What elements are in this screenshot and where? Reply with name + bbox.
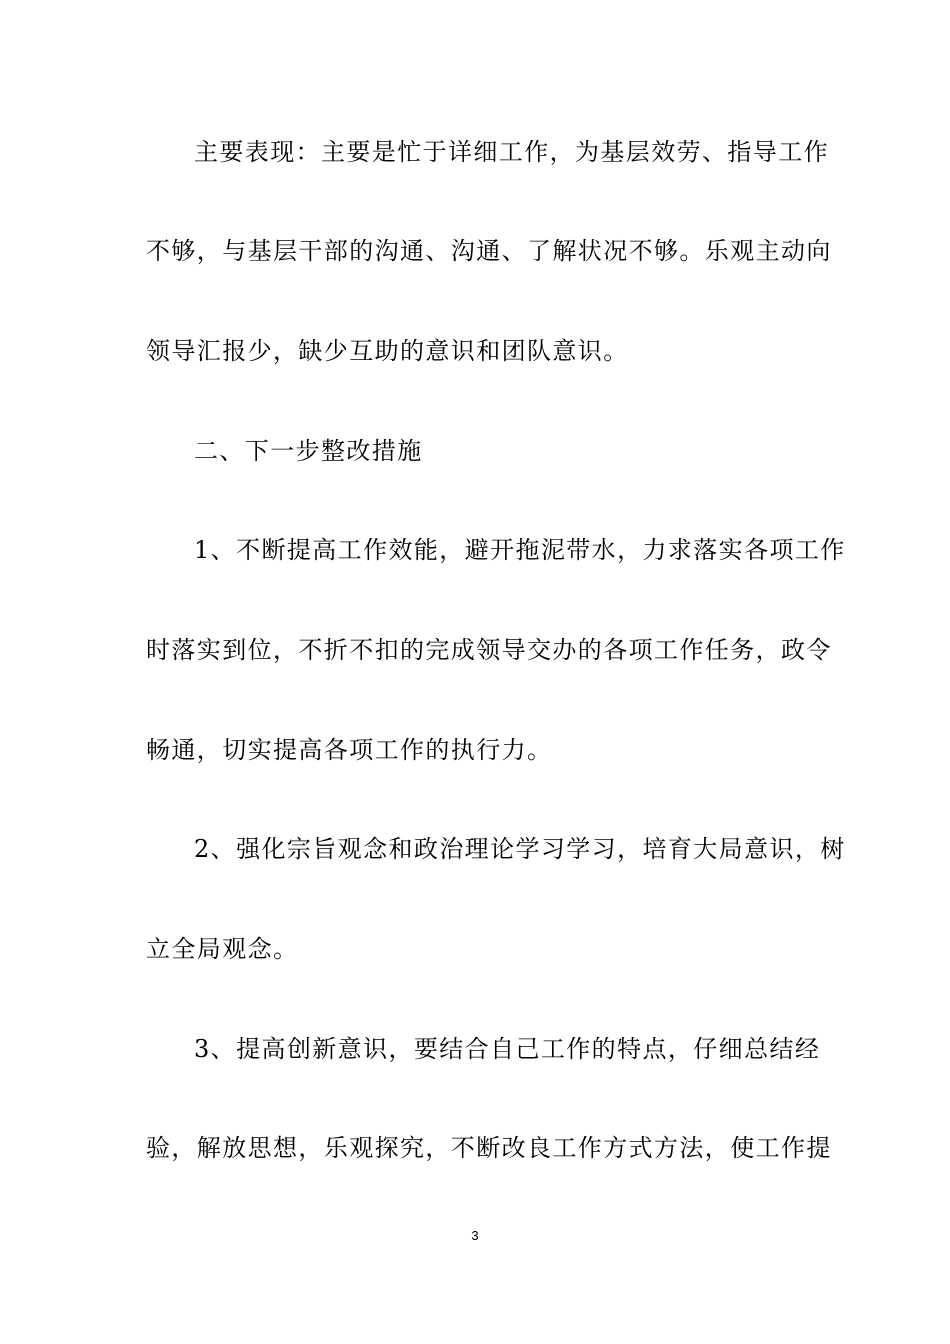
paragraph-line: 领导汇报少，缺少互助的意识和团队意识。: [146, 337, 629, 365]
paragraph-line: 立全局观念。: [146, 935, 299, 963]
paragraph-line: 验，解放思想，乐观探究，不断改良工作方式方法，使工作提: [146, 1134, 832, 1162]
paragraph-line: 畅通，切实提高各项工作的执行力。: [146, 736, 553, 764]
page-number: 3: [471, 1228, 479, 1243]
paragraph-line: 2、强化宗旨观念和政治理论学习学习，培育大局意识，树: [194, 835, 846, 863]
paragraph-line: 时落实到位，不折不扣的完成领导交办的各项工作任务，政令: [146, 636, 832, 664]
paragraph-line: 1、不断提高工作效能，避开拖泥带水，力求落实各项工作: [194, 536, 846, 564]
paragraph-line: 3、提高创新意识，要结合自己工作的特点，仔细总结经: [194, 1035, 821, 1063]
paragraph-line: 主要表现：主要是忙于详细工作，为基层效劳、指导工作: [194, 138, 829, 166]
section-heading: 二、下一步整改措施: [194, 437, 423, 465]
paragraph-line: 不够，与基层干部的沟通、沟通、了解状况不够。乐观主动向: [146, 237, 832, 265]
